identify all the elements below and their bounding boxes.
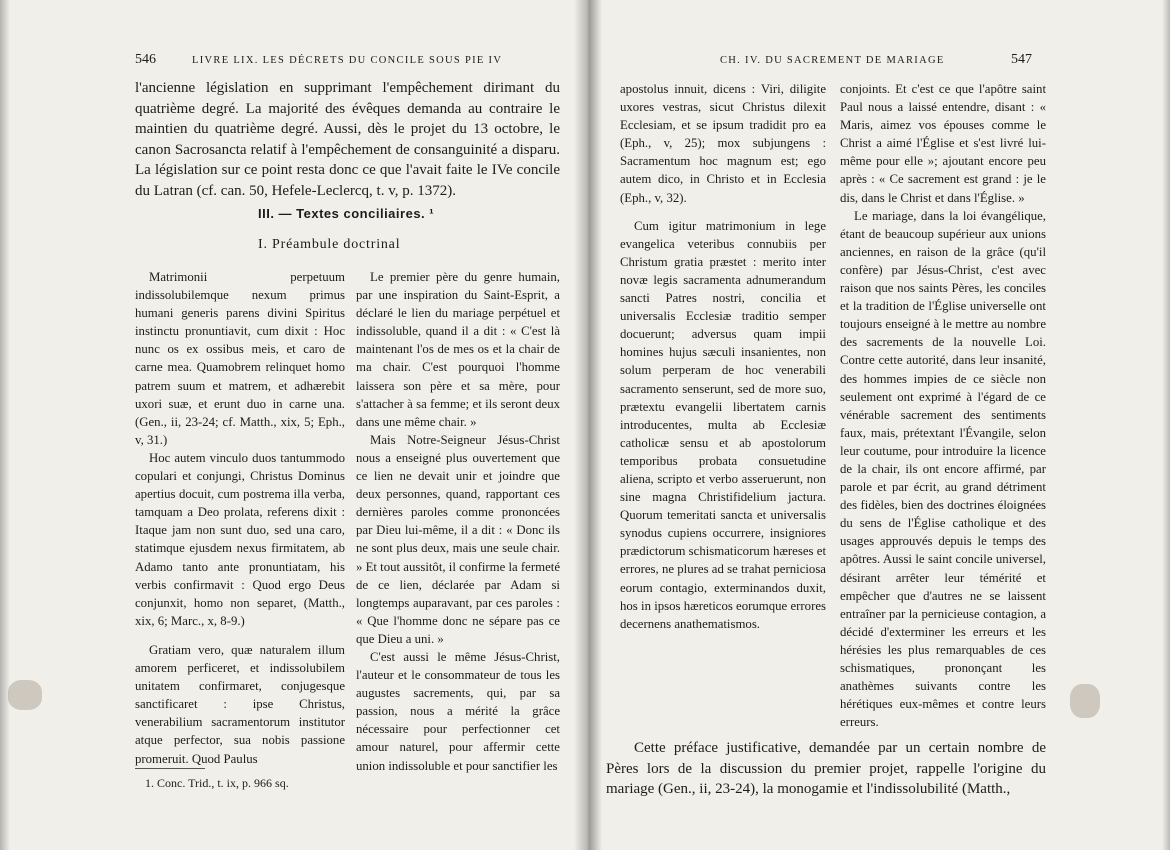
running-head: CH. IV. DU SACREMENT DE MARIAGE [720, 55, 945, 66]
french-column [840, 80, 1046, 731]
french-paragraph: Mais Notre-Seigneur Jésus-Christ nous a enseigné plus ouvertement que ce lien ne devait unir et joindre que deux personnes, quand, rapportant ces dernières paroles comme prononcées par Dieu lui-même, il a dit : « Donc ils ne sont plus deux, mais une seule chair. » Et tout aussitôt, il confirme la fermeté de ce lien, déclarée par Adam si longtemps auparavant, par ces paroles : « Que l'homme donc ne sépare pas ce que Dieu a uni. » [356, 432, 560, 646]
page-edge-shadow [0, 0, 10, 850]
right-page [586, 0, 1170, 850]
french-paragraph: conjoints. Et c'est ce que l'apôtre saint Paul nous a laissé entendre, disant : « Maris, aimez vos épouses comme le Christ a aimé l'Église et s'est livré lui-même pour elle »; ajoutant encore peu après : « Ce sacrement est grand : je le dis, dans le Christ et dans l'Église. » [840, 82, 1046, 205]
paper-blemish [8, 680, 42, 710]
french-paragraph: Le premier père du genre humain, par une inspiration du Saint-Esprit, a déclaré le lien du mariage perpétuel et indissoluble, quand il a dit : « C'est là maintenant l'os de mes os et la chair de ma chair. C'est pourquoi l'homme laissera son père et sa mère, pour s'attacher à sa femme; et ils seront deux dans une même chair. » [356, 270, 560, 429]
running-head: LIVRE LIX. LES DÉCRETS DU CONCILE SOUS PIE IV [192, 55, 503, 66]
latin-column [135, 268, 345, 630]
latin-column-lower [135, 641, 345, 768]
closing-paragraph: Cette préface justificative, demandée par un certain nombre de Pères lors de la discussion du premier projet, rappelle l'origine du mariage (Gen., ii, 23-24), la monogamie et l'indissolubilité (Matth., [606, 740, 1046, 797]
page-number: 546 [135, 52, 156, 67]
page-edge-shadow [1162, 0, 1170, 850]
latin-paragraph: Matrimonii perpetuum indissolubilemque nexum primus humani generis parens divini Spiritus instinctu pronuntiavit, cum dixit : Hoc nunc os ex ossibus meis, et caro de carne mea. Quamobrem relinquet homo patrem suum et matrem, et adhærebit uxori suæ, et erunt duo in carne una. (Gen., ii, 23-24; cf. Matth., xix, 5; Eph., v, 31.) [135, 270, 345, 447]
footnote: 1. Conc. Trid., t. ix, p. 966 sq. [145, 776, 289, 790]
intro-paragraph: l'ancienne législation en supprimant l'empêchement dirimant du quatrième degré. La majorité des évêques demanda au contraire le maintien du quatrième degré. Aussi, dès le projet du 13 octobre, le canon Sacrosancta relatif à l'empêchement de consanguinité a disparu. La législation sur ce point resta donc ce que l'avait faite le IVe concile du Latran (cf. can. 50, Hefele-Leclercq, t. v, p. 1372). [135, 80, 560, 199]
latin-paragraph: Hoc autem vinculo duos tantummodo copulari et conjungi, Christus Dominus apertius docuit, cum postrema illa verba, tamquam a Deo prolata, referens dixit : Itaque jam non sunt duo, sed una caro, statimque ejusdem nexus firmitatem, ab Adamo tanto ante pronuntiatam, his verbis confirmavit : Quod ergo Deus conjunxit, homo non separet, (Matth., xix, 6; Marc., x, 8-9.) [135, 450, 345, 628]
subsection-title: I. Préambule doctrinal [258, 237, 401, 252]
french-column [356, 268, 560, 775]
french-paragraph: Le mariage, dans la loi évangélique, étant de beaucoup supérieur aux unions anciennes, en raison de la grâce (qu'il confère) par Jésus-Christ, c'est avec raison que nos saints Pères, les conciles et la tradition de l'Église universelle ont toujours enseigné à le mettre au nombre des sacrements de la nouvelle Loi. Contre cette autorité, dans leur insanité, des hommes impies de ce siècle non seulement ont exprimé à l'égard de ce vénérable sacrement des sentiments faux, mais, prétextant l'Évangile, selon leur coutume, pour introduire la licence de la chair, ils ont encore affirmé, par parole et par écrit, au grand détriment des fidèles, bien des doctrines éloignées du sens de l'Église catholique et des usages approuvés depuis le temps des apôtres. Aussi le saint concile universel, désirant arrêter leur témérité et empêcher que d'autres ne se laissent entraîner par la pernicieuse contagion, a décidé d'exterminer les erreurs et les hérésies les plus remarquables de ces schismatiques, prononçant les anathèmes suivants contre les hérétiques eux-mêmes et contre leurs erreurs. [840, 208, 1046, 730]
footnote-rule [135, 768, 205, 769]
paper-blemish [1070, 684, 1100, 718]
page-number: 547 [1011, 52, 1032, 67]
french-paragraph: C'est aussi le même Jésus-Christ, l'auteur et le consommateur de tous les augustes sacrements, qui, par sa passion, nous a mérité la grâce nécessaire pour perfectionner cet amour naturel, pour affermir cette union indissoluble et pour sanctifier les [356, 649, 560, 773]
latin-paragraph: Gratiam vero, quæ naturalem illum amorem perficeret, et indissolubilem unitatem confirmaret, conjugesque sanctificaret : ipse Christus, venerabilium sacramentorum institutor atque perfector, sua nobis passione promeruit. Quod Paulus [135, 643, 345, 766]
latin-paragraph: apostolus innuit, dicens : Viri, diligite uxores vestras, sicut Christus dilexit Ecclesiam, et se ipsum tradidit pro ea (Eph., v, 25); mox subjungens : Sacramentum hoc magnum est; ego autem dico, in Christo et in Ecclesia (Eph., v, 32). [620, 82, 826, 205]
latin-column [620, 80, 826, 633]
latin-paragraph: Cum igitur matrimonium in lege evangelica veteribus connubiis per Christum gratia præstet : merito inter novæ legis sacramenta adnumerandum sancti Patres nostri, concilia et universalis Ecclesiæ traditio semper docuerunt; adversus quam impii homines hujus sæculi insanientes, non solum perperam de hoc venerabili sacramento senserunt, sed de more suo, prætextu evangelii libertatem carnis introducentes, multa ab Ecclesiæ catholicæ sensu et ab apostolorum temporibus probata consuetudine aliena, scripto et verbo asseruerunt, non sine magna Christifidelium jactura. Quorum temeritati sancta et universalis synodus cupiens occurrere, insigniores prædictorum schismaticorum hæreses et errores, ne plures ad se trahat perniciosa eorum contagio, exterminandos duxit, hos in ipsos hæreticos eorumque errores decernens anathematismos. [620, 218, 826, 631]
section-title: III. — Textes conciliaires. ¹ [258, 206, 435, 221]
